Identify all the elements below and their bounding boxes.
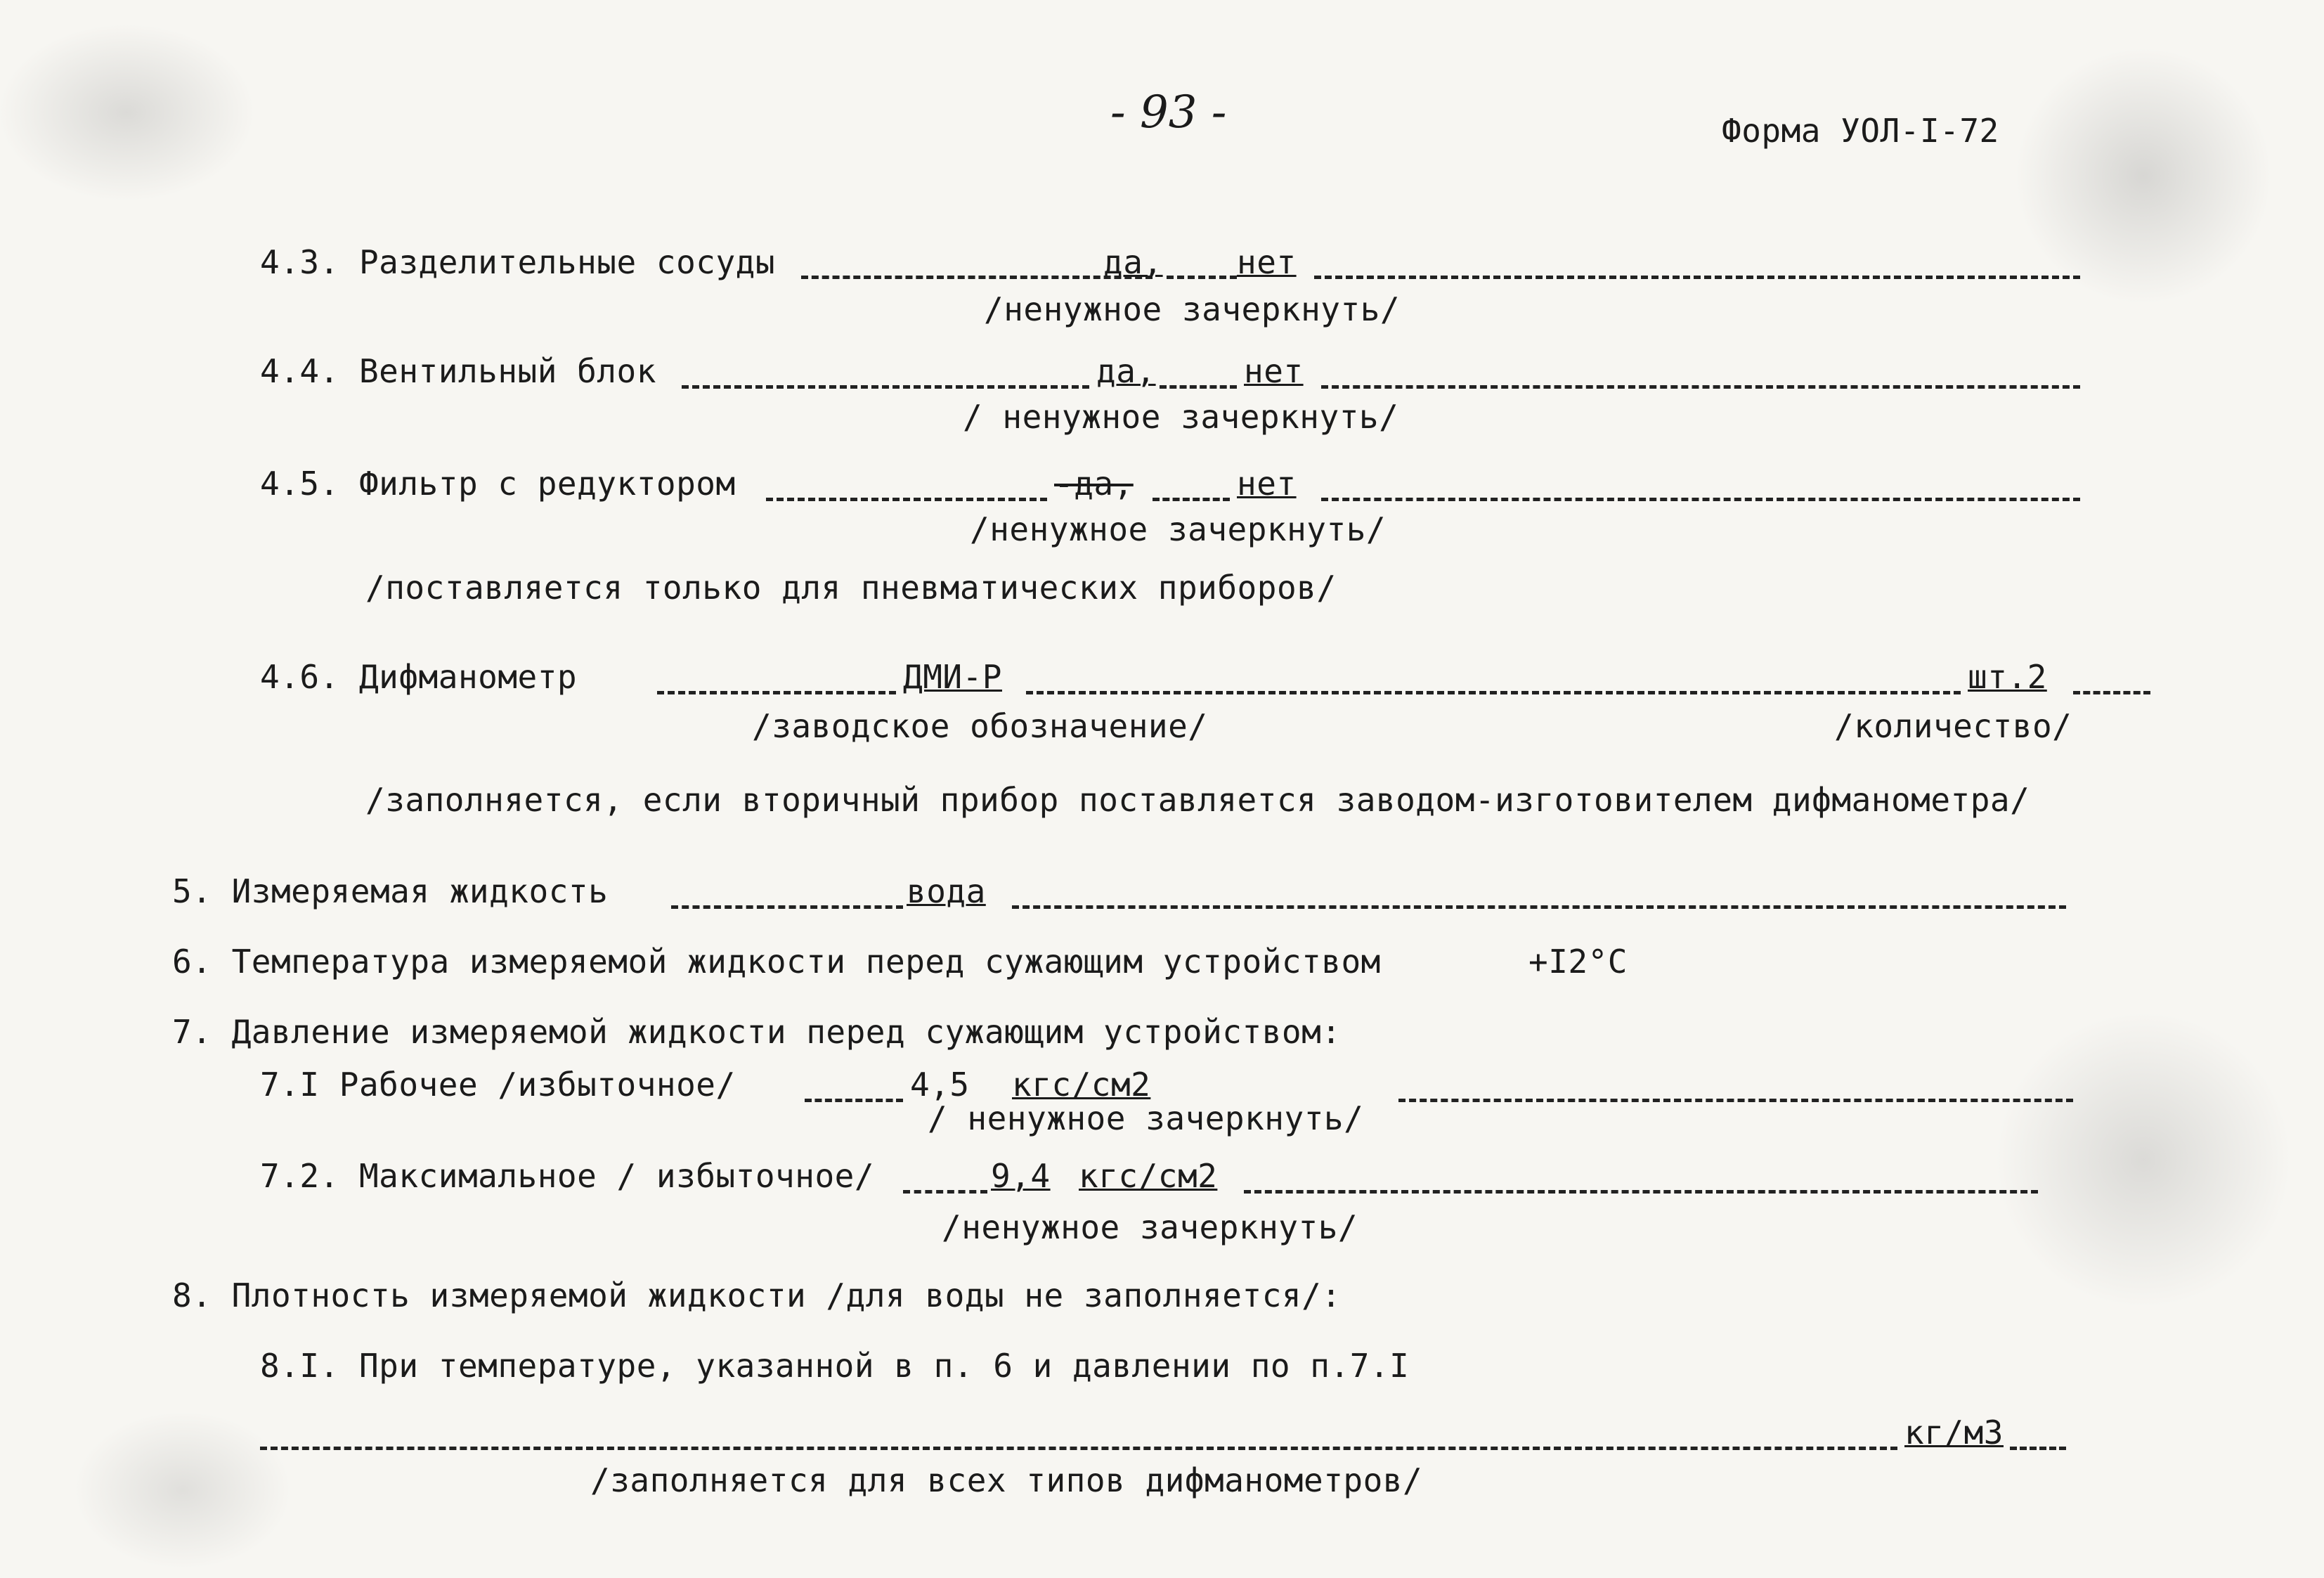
item-4-6-value: ДМИ-Р: [903, 658, 1002, 696]
item-4-5-line-a: [766, 498, 1047, 501]
item-7-1-unit: кгс/см2: [1012, 1066, 1151, 1104]
item-7-1-line-b: [1398, 1099, 2073, 1102]
item-4-4-label: 4.4. Вентильный блок: [260, 352, 656, 390]
item-8-1-line-b: [2010, 1447, 2066, 1450]
item-7-2-note: /ненужное зачеркнуть/: [942, 1208, 1358, 1246]
item-4-4-line-c: [1321, 385, 2080, 389]
item-7-1-note: / ненужное зачеркнуть/: [928, 1099, 1364, 1137]
item-4-5-option-yes: -да,: [1054, 465, 1134, 503]
item-4-6-note-left: /заводское обозначение/: [752, 707, 1208, 745]
item-7-2-line-a: [903, 1190, 987, 1194]
item-4-6-count: шт.2: [1968, 658, 2047, 696]
item-4-5-option-no: нет: [1237, 465, 1297, 503]
item-4-6-line-a: [657, 691, 896, 694]
item-7-1-line-a: [805, 1099, 903, 1102]
item-6-value: +I2°С: [1528, 943, 1628, 981]
item-6-label: 6. Температура измеряемой жидкости перед сужающим устройством: [172, 943, 1381, 981]
item-4-5-line-b: [1153, 498, 1230, 501]
form-label: Форма УОЛ-I-72: [1722, 112, 1999, 150]
item-4-3-line-a: [801, 276, 1153, 279]
item-7-2-label: 7.2. Максимальное / избыточное/: [260, 1157, 875, 1195]
item-8-1-label: 8.I. При температуре, указанной в п. 6 и давлении по п.7.I: [260, 1347, 1410, 1385]
item-4-3-option-yes: да,: [1103, 243, 1163, 281]
item-4-3-line-b: [1167, 276, 1237, 279]
item-8-1-unit: кг/м3: [1904, 1414, 2004, 1451]
item-4-5-note: /ненужное зачеркнуть/: [970, 510, 1387, 548]
item-5-label: 5. Измеряемая жидкость: [172, 872, 609, 910]
item-4-6-label: 4.6. Дифманометр: [260, 658, 578, 696]
item-5-line-a: [671, 905, 903, 909]
page-number: - 93 -: [1110, 86, 1227, 138]
item-5-value: вода: [907, 872, 986, 910]
item-4-5-line-c: [1321, 498, 2080, 501]
item-4-3-option-no: нет: [1237, 243, 1297, 281]
item-4-3-note: /ненужное зачеркнуть/: [984, 290, 1401, 328]
item-7-1-label: 7.I Рабочее /избыточное/: [260, 1066, 736, 1104]
item-4-6-line-b: [1026, 691, 1961, 694]
item-7-1-value: 4,5: [910, 1066, 970, 1104]
item-4-4-option-yes: да,: [1096, 352, 1156, 390]
item-7-2-unit: кгс/см2: [1079, 1157, 1218, 1195]
item-7-2-value: 9,4: [991, 1157, 1051, 1195]
item-8-label: 8. Плотность измеряемой жидкости /для воды не заполняется/:: [172, 1276, 1342, 1314]
item-8-1-line-a: [260, 1447, 1897, 1450]
item-4-4-note: / ненужное зачеркнуть/: [963, 398, 1399, 436]
item-4-4-line-a: [682, 385, 1089, 389]
item-4-5-label: 4.5. Фильтр с редуктором: [260, 465, 736, 503]
item-4-6-line-c: [2073, 691, 2150, 694]
item-4-4-option-no: нет: [1244, 352, 1304, 390]
item-4-4-line-b: [1160, 385, 1237, 389]
item-4-5-note-pneumatic: /поставляется только для пневматических приборов/: [365, 569, 1337, 607]
item-4-6-note-secondary: /заполняется, если вторичный прибор поставляется заводом-изготовителем дифманометра/: [365, 781, 2030, 819]
item-8-1-note: /заполняется для всех типов дифманометров/: [590, 1461, 1423, 1499]
item-7-2-line-b: [1244, 1190, 2038, 1194]
item-7-label: 7. Давление измеряемой жидкости перед сужающим устройством:: [172, 1013, 1342, 1051]
item-4-3-line-c: [1314, 276, 2080, 279]
item-4-3-label: 4.3. Разделительные сосуды: [260, 243, 776, 281]
item-4-6-note-right: /количество/: [1834, 707, 2072, 745]
item-5-line-b: [1012, 905, 2066, 909]
